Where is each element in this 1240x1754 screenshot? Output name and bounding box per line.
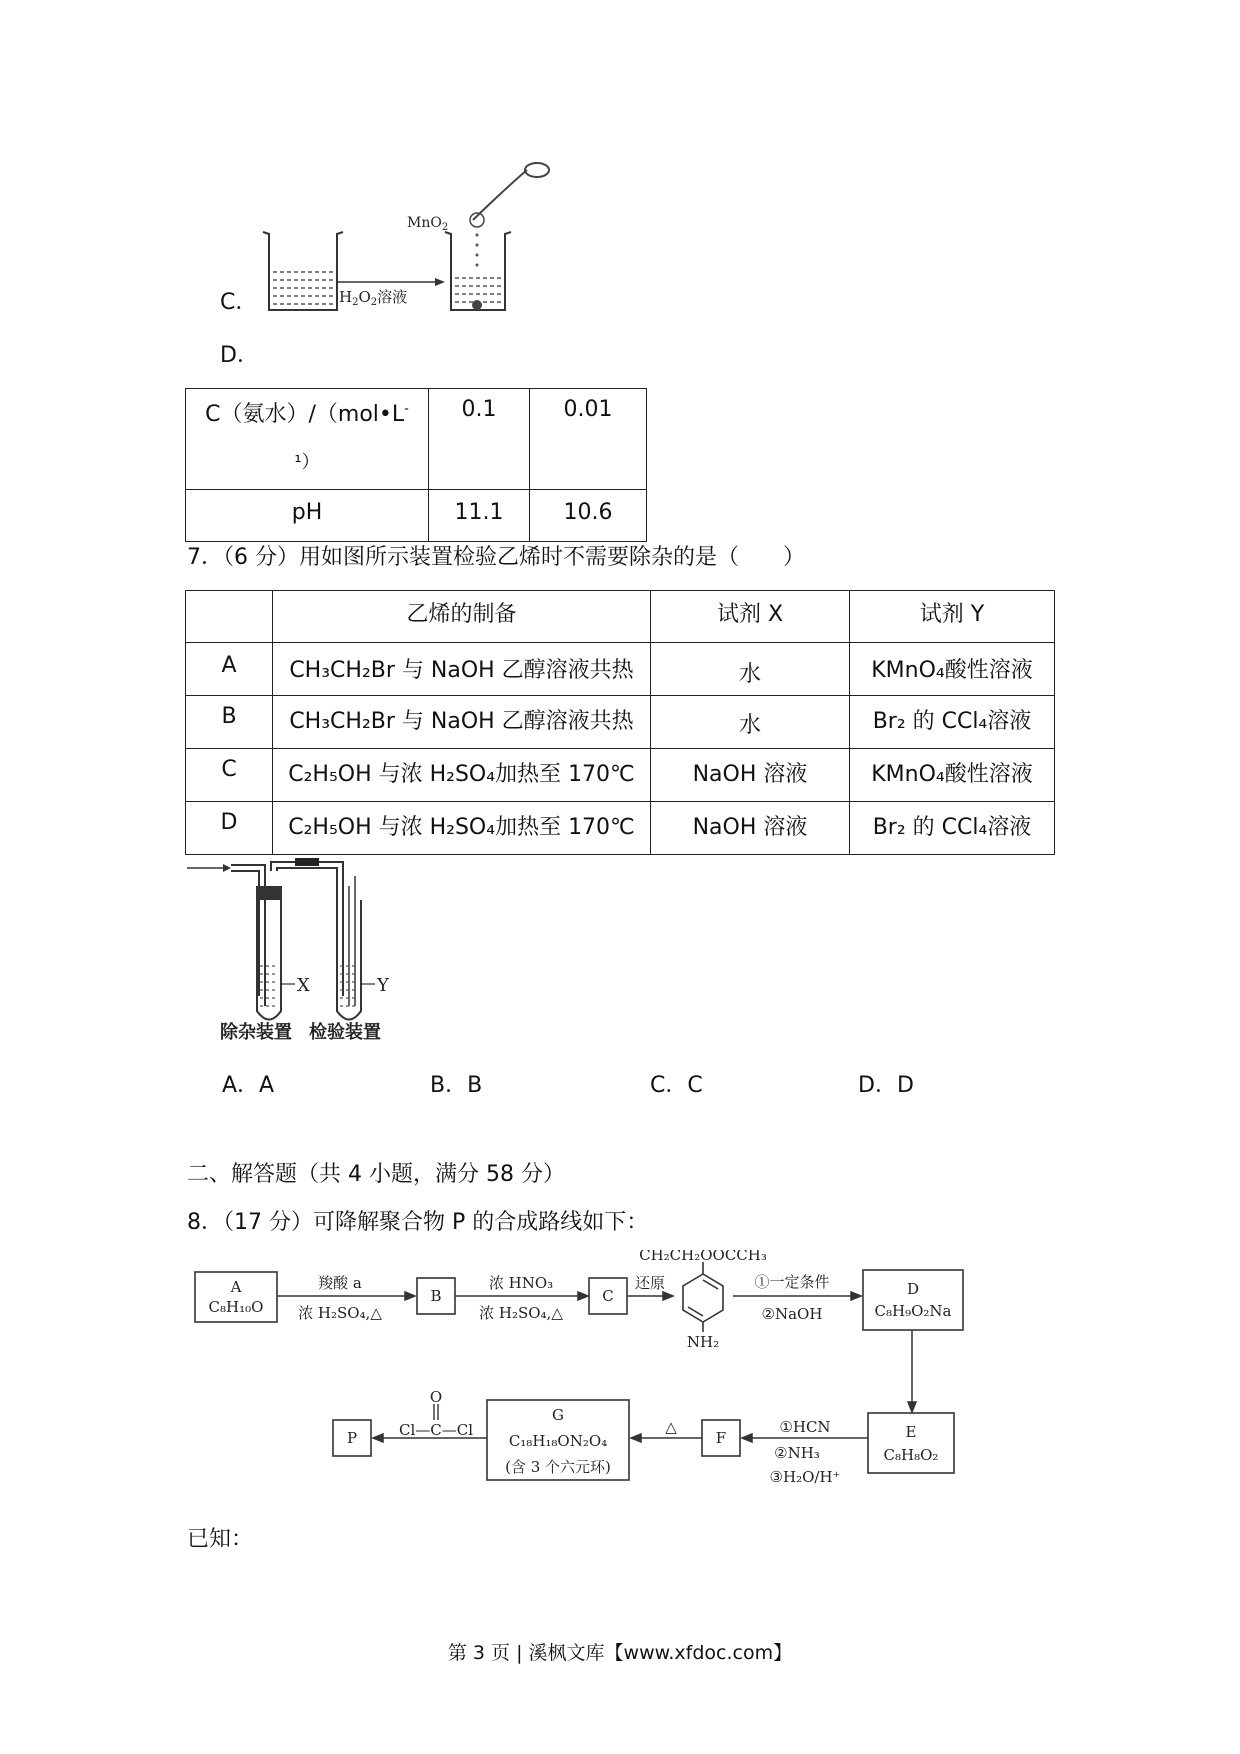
wash-caption: 除杂装置 <box>220 1022 292 1043</box>
ph-label-cell: pH <box>186 490 429 542</box>
page-footer: 第 3 页 | 溪枫文库【www.xfdoc.com】 <box>447 1642 793 1664</box>
reagent-x-label: X <box>297 975 310 996</box>
option-d-label: D． <box>220 343 259 368</box>
q7-header-blank <box>186 591 273 643</box>
svg-text:③H₂O/H⁺: ③H₂O/H⁺ <box>769 1468 841 1486</box>
svg-text:浓 H₂SO₄,△: 浓 H₂SO₄,△ <box>298 1304 382 1322</box>
q7-choice-a[interactable]: A．A <box>222 1073 275 1098</box>
svg-text:羧酸 a: 羧酸 a <box>318 1274 362 1292</box>
conc-value-2: 0.01 <box>530 389 647 490</box>
q7-header-x: 试剂 X <box>651 591 850 643</box>
svg-text:△: △ <box>665 1418 677 1436</box>
compound-d-formula: C₈H₉O₂Na <box>874 1302 952 1320</box>
compound-g-formula: C₁₈H₁₈ON₂O₄ <box>508 1432 608 1450</box>
q7-row-a: A CH₃CH₂Br 与 NaOH 乙醇溶液共热 水 KMnO₄酸性溶液 <box>186 643 1055 696</box>
svg-text:①一定条件: ①一定条件 <box>754 1273 830 1291</box>
svg-text:NH₂: NH₂ <box>686 1333 720 1351</box>
q7-header-prep: 乙烯的制备 <box>273 591 651 643</box>
q7-header-y: 试剂 Y <box>850 591 1055 643</box>
conc-value-1: 0.1 <box>429 389 530 490</box>
compound-f-label: F <box>715 1429 727 1447</box>
svg-text:O: O <box>429 1388 443 1406</box>
svg-text:CH₂CH₂OOCCH₃: CH₂CH₂OOCCH₃ <box>639 1250 767 1264</box>
q7-table <box>185 590 1055 855</box>
compound-a-formula: C₈H₁₀O <box>208 1298 264 1316</box>
compound-e-label: E <box>905 1423 917 1441</box>
section-2-heading: 二、解答题（共 4 小题，满分 58 分） <box>187 1162 565 1187</box>
compound-c-label: C <box>602 1287 614 1305</box>
conc-header-cell: C（氨水）/（mol•L- ¹） <box>186 389 429 490</box>
polymer-p-label: P <box>346 1429 358 1447</box>
compound-d-label: D <box>906 1280 920 1298</box>
ph-value-2: 10.6 <box>530 490 647 542</box>
known-label: 已知： <box>187 1527 254 1552</box>
ammonia-ph-table <box>185 388 647 542</box>
compound-e-formula: C₈H₈O₂ <box>883 1446 939 1464</box>
svg-text:②NaOH: ②NaOH <box>761 1305 823 1323</box>
option-c-label: C． <box>220 290 258 315</box>
q8-stem: 8．（17 分）可降解聚合物 P 的合成路线如下： <box>187 1210 649 1235</box>
reagent-y-label: Y <box>377 975 389 996</box>
svg-text:浓 HNO₃: 浓 HNO₃ <box>488 1274 554 1292</box>
synthesis-scheme <box>185 1250 985 1520</box>
q7-row-c: C C₂H₅OH 与浓 H₂SO₄加热至 170℃ NaOH 溶液 KMnO₄酸性溶液 <box>186 749 1055 802</box>
h2o2-label: $H_2O_2$溶液 <box>339 288 408 308</box>
q7-choice-d[interactable]: D．D <box>858 1073 914 1098</box>
mno2-label: MnO$_2$ <box>407 215 449 233</box>
test-caption: 检验装置 <box>309 1022 381 1043</box>
q7-row-d: D C₂H₅OH 与浓 H₂SO₄加热至 170℃ NaOH 溶液 Br₂ 的 CCl₄溶液 <box>186 802 1055 855</box>
q7-row-b: B CH₃CH₂Br 与 NaOH 乙醇溶液共热 水 Br₂ 的 CCl₄溶液 <box>186 696 1055 749</box>
phosgene-formula: Cl—C—Cl <box>398 1421 474 1439</box>
svg-text:还原: 还原 <box>634 1274 666 1292</box>
svg-text:①HCN: ①HCN <box>779 1418 831 1436</box>
svg-text:②NH₃: ②NH₃ <box>774 1444 820 1462</box>
washing-apparatus-diagram <box>185 856 405 1046</box>
compound-b-label: B <box>430 1287 442 1305</box>
q7-stem: 7．（6 分）用如图所示装置检验乙烯时不需要除杂的是（ ） <box>187 545 805 570</box>
ph-value-1: 11.1 <box>429 490 530 542</box>
compound-g-label: G <box>552 1406 564 1424</box>
svg-text:(含 3 个六元环): (含 3 个六元环) <box>505 1458 611 1476</box>
q7-choice-c[interactable]: C．C <box>650 1073 703 1098</box>
q7-choice-b[interactable]: B．B <box>430 1073 483 1098</box>
svg-text:浓 H₂SO₄,△: 浓 H₂SO₄,△ <box>479 1304 563 1322</box>
beaker-diagram <box>255 160 555 320</box>
compound-a-label: A <box>230 1278 242 1296</box>
